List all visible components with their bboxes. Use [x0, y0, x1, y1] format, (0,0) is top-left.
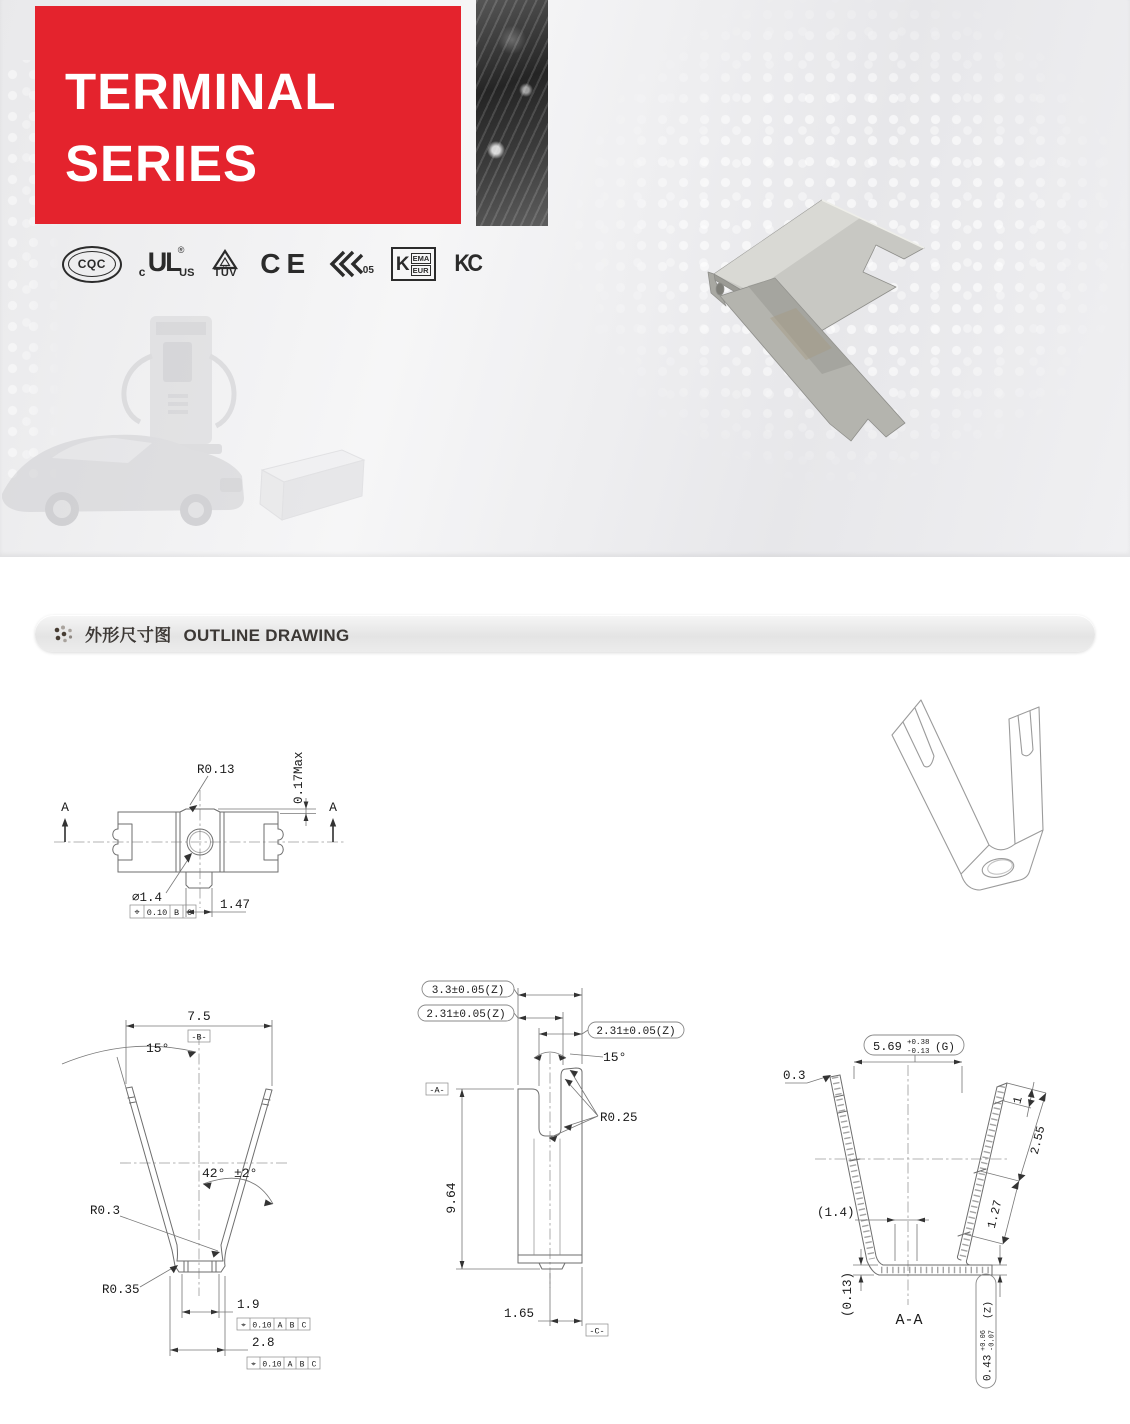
side-view-dims: [456, 988, 603, 1326]
ul-mark: UL: [147, 247, 180, 277]
width-plus: +0.38: [907, 1039, 930, 1047]
gdt2-d3: C: [311, 1360, 317, 1370]
foot-width-label: 2.8: [252, 1336, 275, 1350]
gdt-datum2: C: [186, 908, 193, 918]
open-angle-tol-label: ±2°: [234, 1166, 258, 1181]
balloon-depth-front: [418, 1005, 514, 1021]
datum-b-label: -B-: [191, 1032, 207, 1043]
gdt1-d1: A: [277, 1321, 283, 1331]
thickness-note: (Z): [983, 1300, 995, 1319]
drawing-top-view: [40, 712, 360, 927]
emc-chevron-icon: [328, 249, 364, 279]
terminal-product-photo: [700, 188, 940, 450]
thickness-minus: -0.07: [988, 1329, 997, 1351]
section-header: [35, 615, 1095, 652]
depth-front-label: 2.31±0.05(Z): [426, 1009, 506, 1021]
radius-label: R0.13: [197, 763, 235, 777]
cqc-label: CQC: [68, 251, 116, 277]
seg1-label: 1: [1010, 1095, 1026, 1106]
overall-width-label: 7.5: [187, 1009, 211, 1024]
section-title: [85, 621, 350, 646]
thickness-value: 0.43: [982, 1354, 995, 1381]
slot-angle-label: 15°: [603, 1050, 627, 1065]
gdt2-tol: 0.10: [262, 1360, 282, 1370]
top-view-centerlines: [54, 790, 346, 908]
datum-a-flag: [426, 1083, 448, 1096]
width-note: (G): [935, 1042, 955, 1054]
section-dims: [785, 1055, 1046, 1297]
gdt-datum1: B: [173, 908, 180, 918]
depth-overall-label: 3.3±0.05(Z): [431, 985, 505, 997]
gdt2-d2: B: [299, 1360, 305, 1370]
hole-ref-label: (1.4): [817, 1206, 855, 1220]
foot-depth-label: 1.65: [504, 1307, 535, 1321]
depth-back-label: 2.31±0.05(Z): [596, 1026, 676, 1038]
datum-c-label: -C-: [589, 1326, 605, 1337]
gdt2-d1: A: [287, 1360, 293, 1370]
thickness-plus: +0.06: [980, 1329, 988, 1351]
balloon-thickness: [976, 1274, 997, 1388]
slot-width-label: 1.9: [237, 1298, 260, 1312]
kema-top: EMA: [412, 253, 430, 263]
dots-icon: [53, 624, 73, 644]
title-block: [35, 6, 461, 224]
datum-a-label: -A-: [429, 1085, 445, 1096]
circuit-board-image: [476, 0, 548, 226]
radius-label: R0.25: [600, 1111, 638, 1125]
section-title-zh: 外形尺寸图: [85, 626, 172, 645]
page-title-line2: SERIES: [65, 135, 259, 193]
gdt-tolerance: 0.10: [146, 908, 168, 918]
width-minus: -0.13: [907, 1048, 930, 1056]
ev-watermark-image: [0, 298, 380, 548]
balloon-depth-back: [588, 1022, 684, 1038]
gdt-symbol: ⌖: [134, 908, 140, 918]
height-max-label: 0.17Max: [292, 751, 306, 804]
seg2-label: 2.55: [1027, 1124, 1049, 1156]
section-outline: [830, 1075, 1007, 1275]
hole-dia-label: ∅1.4: [132, 891, 163, 905]
page-title-line1: TERMINAL: [65, 63, 337, 120]
ul-us: US: [179, 267, 195, 279]
tip-thickness-label: 0.3: [783, 1069, 806, 1083]
banner: [0, 0, 1130, 557]
certification-row: [62, 240, 482, 288]
balloon-width: [864, 1035, 964, 1056]
open-angle-label: 42°: [202, 1166, 226, 1181]
drawing-front-view: [60, 1000, 350, 1400]
charging-station: [124, 316, 234, 454]
kema-k: K: [395, 253, 410, 275]
ul-registered: ®: [177, 245, 185, 255]
gdt1-tol: 0.10: [252, 1321, 272, 1331]
section-letter-left: A: [61, 800, 69, 815]
iso-outline: [892, 700, 1043, 890]
cqc-logo: [62, 246, 122, 283]
section-hatch-left: [835, 1077, 872, 1259]
emc-logo: [328, 249, 374, 279]
radius-inner-label: R0.3: [90, 1204, 121, 1218]
drawing-side-view: [400, 958, 740, 1378]
width-value: 5.69: [873, 1040, 902, 1054]
datum-b-flag: [188, 1030, 210, 1043]
balloon-depth-overall: [422, 981, 514, 997]
top-view-outline: [113, 809, 284, 888]
page-title: [35, 6, 461, 201]
section-title-en: OUTLINE DRAWING: [183, 626, 350, 645]
tuv-label: TÜV: [213, 267, 238, 279]
drawing-isometric-view: [862, 678, 1072, 913]
emc-number: 05: [362, 265, 374, 276]
section-letter-right: A: [329, 800, 337, 815]
ul-logo: [138, 245, 195, 283]
drawing-section-view: [755, 1013, 1130, 1413]
height-label: 9.64: [444, 1182, 459, 1214]
gdt1-symbol: ⌖: [241, 1320, 246, 1331]
ul-c: c: [138, 265, 146, 279]
kema-bottom: EUR: [411, 265, 432, 276]
relay-box: [260, 450, 364, 520]
front-view-centerlines: [120, 1034, 290, 1296]
gdt1-d3: C: [301, 1321, 307, 1331]
bottom-ref-label: (0.13): [841, 1271, 855, 1317]
radius-tip-label: R0.35: [102, 1283, 140, 1297]
gdt2-symbol: ⌖: [251, 1359, 256, 1370]
section-label: A-A: [895, 1312, 923, 1329]
photo-hole: [716, 283, 724, 295]
ce-logo: CE: [260, 248, 312, 279]
tuv-logo: [207, 249, 243, 279]
top-view-section-indicator: [62, 818, 336, 842]
gdt1-d2: B: [289, 1321, 295, 1331]
tab-width-label: 1.47: [220, 898, 251, 912]
datum-c-flag: [586, 1324, 608, 1337]
front-gdt-frame-1: [237, 1318, 310, 1331]
kc-logo: KC: [454, 250, 481, 277]
kema-keur-logo: [391, 247, 436, 281]
seg3-label: 1.27: [984, 1198, 1006, 1230]
section-hatch-right: [962, 1086, 1002, 1260]
tip-angle-label: 15°: [146, 1041, 170, 1056]
front-gdt-frame-2: [247, 1357, 320, 1370]
